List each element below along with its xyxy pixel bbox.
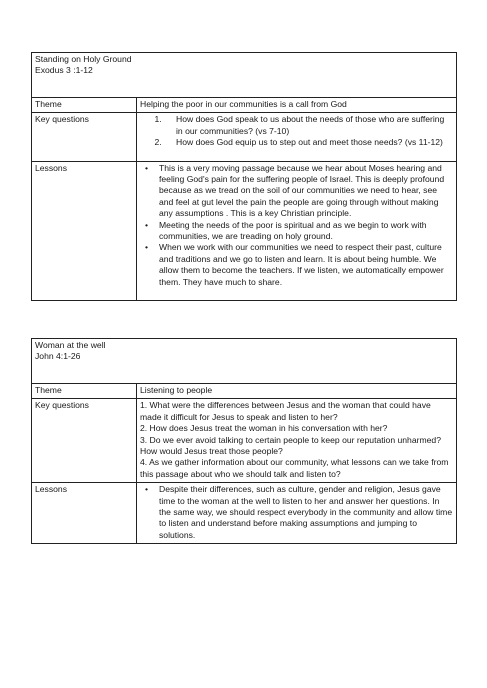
lessons-list: [140, 163, 453, 288]
key-question-item: 1. How does God speak to us about the needs of those who are suffering in our communities? (vs 7-10): [164, 114, 453, 137]
title-row: [32, 339, 457, 384]
title-cell: [32, 339, 457, 384]
lessons-list: [140, 484, 453, 541]
lessons-row: [32, 161, 457, 300]
key-question-item: 1. What were the differences between Jesus and the woman that could have made it difficult for Jesus to speak and listen to her?: [140, 400, 431, 422]
key-question-item: 2. How does God equip us to step out and meet those needs? (vs 11-12): [164, 137, 453, 148]
lesson-item: • This is a very moving passage because we hear about Moses hearing and feeling God's pain for the suffering people of Israel. This is deeply profound because as we tread on the soil of our communities we need to hear, see and feel at gut level the pain the people are going through without making any assumptions . This is a key Christian principle.: [153, 163, 453, 220]
theme-row: [32, 384, 457, 399]
scripture-reference: Exodus 3 :1-12: [35, 65, 93, 76]
study-table-woman-at-well: [31, 338, 457, 544]
key-questions-cell: [137, 113, 457, 161]
key-questions-list: [140, 114, 453, 148]
key-questions-label: Key questions: [32, 113, 137, 161]
lessons-label: Lessons: [32, 161, 137, 300]
key-question-item: 2. How does Jesus treat the woman in his conversation with her?: [140, 423, 388, 434]
key-questions-row: [32, 399, 457, 483]
theme-value: Listening to people: [137, 384, 457, 399]
theme-row: [32, 98, 457, 113]
lessons-cell: [137, 161, 457, 300]
theme-value: Helping the poor in our communities is a call from God: [137, 98, 457, 113]
study-title: Standing on Holy Ground: [35, 54, 132, 64]
title-cell: [32, 53, 457, 98]
theme-label: Theme: [32, 98, 137, 113]
lesson-item: • Meeting the needs of the poor is spiritual and as we begin to work with communities, we are treading on holy ground.: [153, 220, 453, 243]
key-questions-label: Key questions: [32, 399, 137, 483]
key-questions-row: [32, 113, 457, 161]
lesson-item: • When we work with our communities we need to respect their past, culture and traditions and we go to listen and learn. It is about being humble. We allow them to become the teachers. If we listen, we automatically empower them. They have much to share.: [153, 242, 453, 288]
theme-label: Theme: [32, 384, 137, 399]
lessons-label: Lessons: [32, 483, 137, 544]
lessons-cell: [137, 483, 457, 544]
key-question-item: 4. As we gather information about our community, what lessons can we take from this passage about who we should talk and listen to?: [140, 457, 449, 479]
key-question-item: 3. Do we ever avoid talking to certain people to keep our reputation unharmed? How would Jesus treat those people?: [140, 434, 441, 457]
title-row: [32, 53, 457, 98]
lessons-row: [32, 483, 457, 544]
key-questions-cell: [137, 399, 457, 483]
scripture-reference: John 4:1-26: [35, 351, 81, 362]
study-title: Woman at the well: [35, 340, 106, 350]
lesson-item: • Despite their differences, such as culture, gender and religion, Jesus gave time to the woman at the well to listen to her and answer her questions. In the same way, we should respect everybody in the community and allow time to listen and understand before making assumptions and jumping to solutions.: [153, 484, 453, 541]
study-table-holy-ground: [31, 52, 457, 301]
